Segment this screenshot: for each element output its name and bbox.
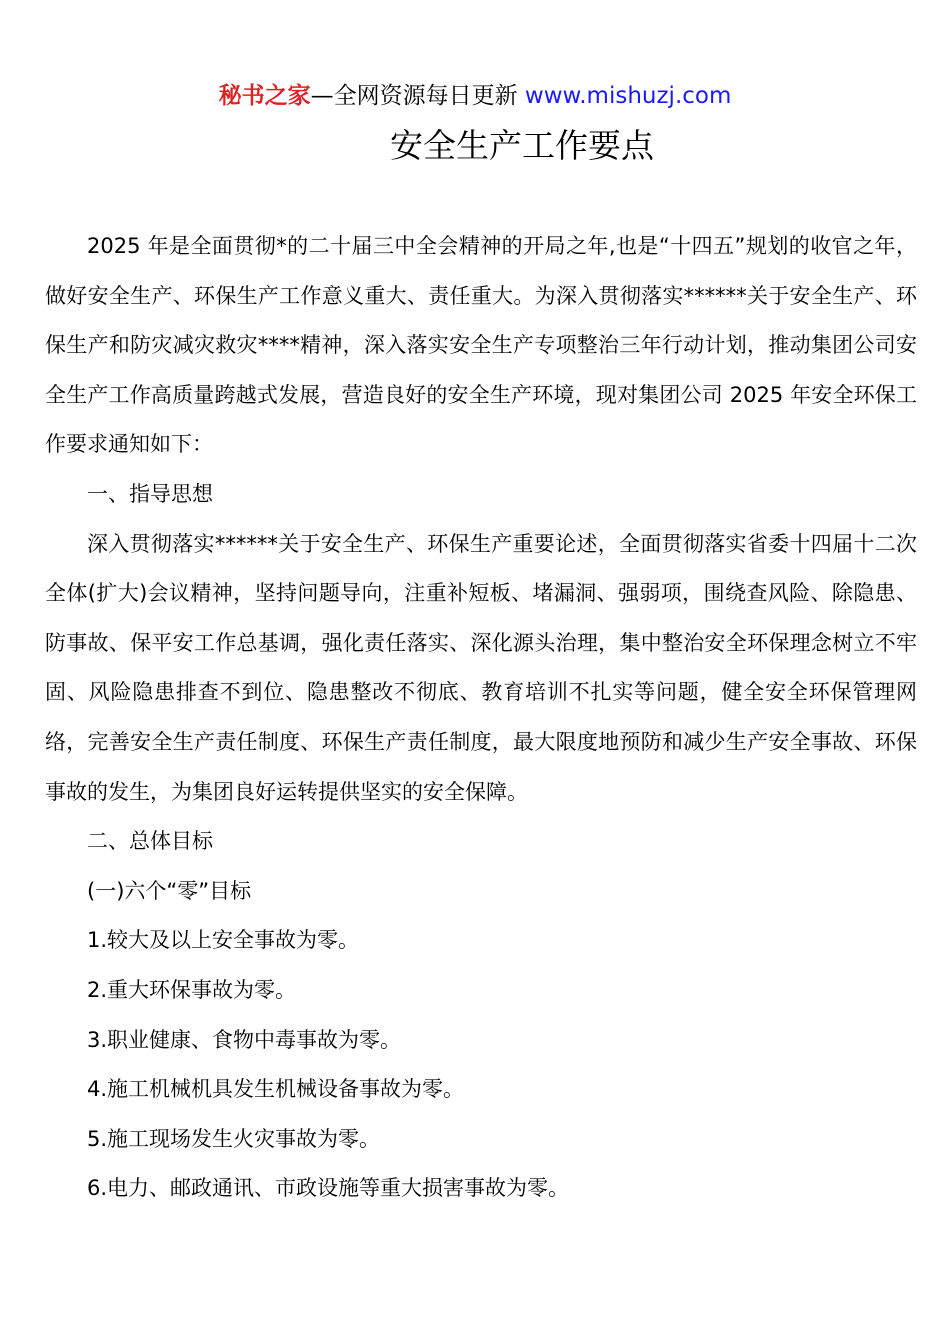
section-heading-guiding-thought: 一、指导思想 bbox=[87, 481, 213, 506]
header-tagline: 全网资源每日更新 bbox=[333, 83, 518, 109]
list-item: 6.电力、邮政通讯、市政设施等重大损害事故为零。 bbox=[87, 1176, 570, 1201]
subheading-six-zero-goals: (一)六个“零”目标 bbox=[87, 878, 252, 903]
intro-paragraph: 2025 年是全面贯彻*的二十届三中全会精神的开局之年,也是“十四五”规划的收官之年，做好安全生产、环保生产工作意义重大、责任重大。为深入贯彻落实******关于安全生产、环保生产和防灾减灾救灾****精神，深入落实安全生产专项整治三年行动计划，推动集团公司安全生产工作高质量跨越式发展，营造良好的安全生产环境，现对集团公司 2025 年安全环保工作要求通知如下： bbox=[45, 234, 917, 457]
document-title: 安全生产工作要点 bbox=[390, 126, 654, 165]
list-item: 5.施工现场发生火灾事故为零。 bbox=[87, 1126, 381, 1151]
site-url-link[interactable]: www.mishuzj.com bbox=[524, 83, 732, 109]
list-item: 2.重大环保事故为零。 bbox=[87, 977, 297, 1002]
list-item: 3.职业健康、食物中毒事故为零。 bbox=[87, 1027, 402, 1052]
guiding-thought-paragraph: 深入贯彻落实******关于安全生产、环保生产重要论述，全面贯彻落实省委十四届十二次全体(扩大)会议精神，坚持问题导向，注重补短板、堵漏洞、强弱项，围绕查风险、除隐患、防事故、保平安工作总基调，强化责任落实、深化源头治理，集中整治安全环保理念树立不牢固、风险隐患排查不到位、隐患整改不彻底、教育培训不扎实等问题，健全安全环保管理网络，完善安全生产责任制度、环保生产责任制度，最大限度地预防和减少生产安全事故、环保事故的发生，为集团良好运转提供坚实的安全保障。 bbox=[45, 531, 917, 804]
list-item: 1.较大及以上安全事故为零。 bbox=[87, 928, 360, 953]
header-separator: — bbox=[310, 83, 334, 109]
site-header bbox=[0, 80, 950, 112]
document-body bbox=[45, 222, 917, 1214]
section-heading-overall-goals: 二、总体目标 bbox=[87, 829, 213, 854]
list-item: 4.施工机械机具发生机械设备事故为零。 bbox=[87, 1077, 465, 1102]
brand-name: 秘书之家 bbox=[218, 83, 311, 109]
